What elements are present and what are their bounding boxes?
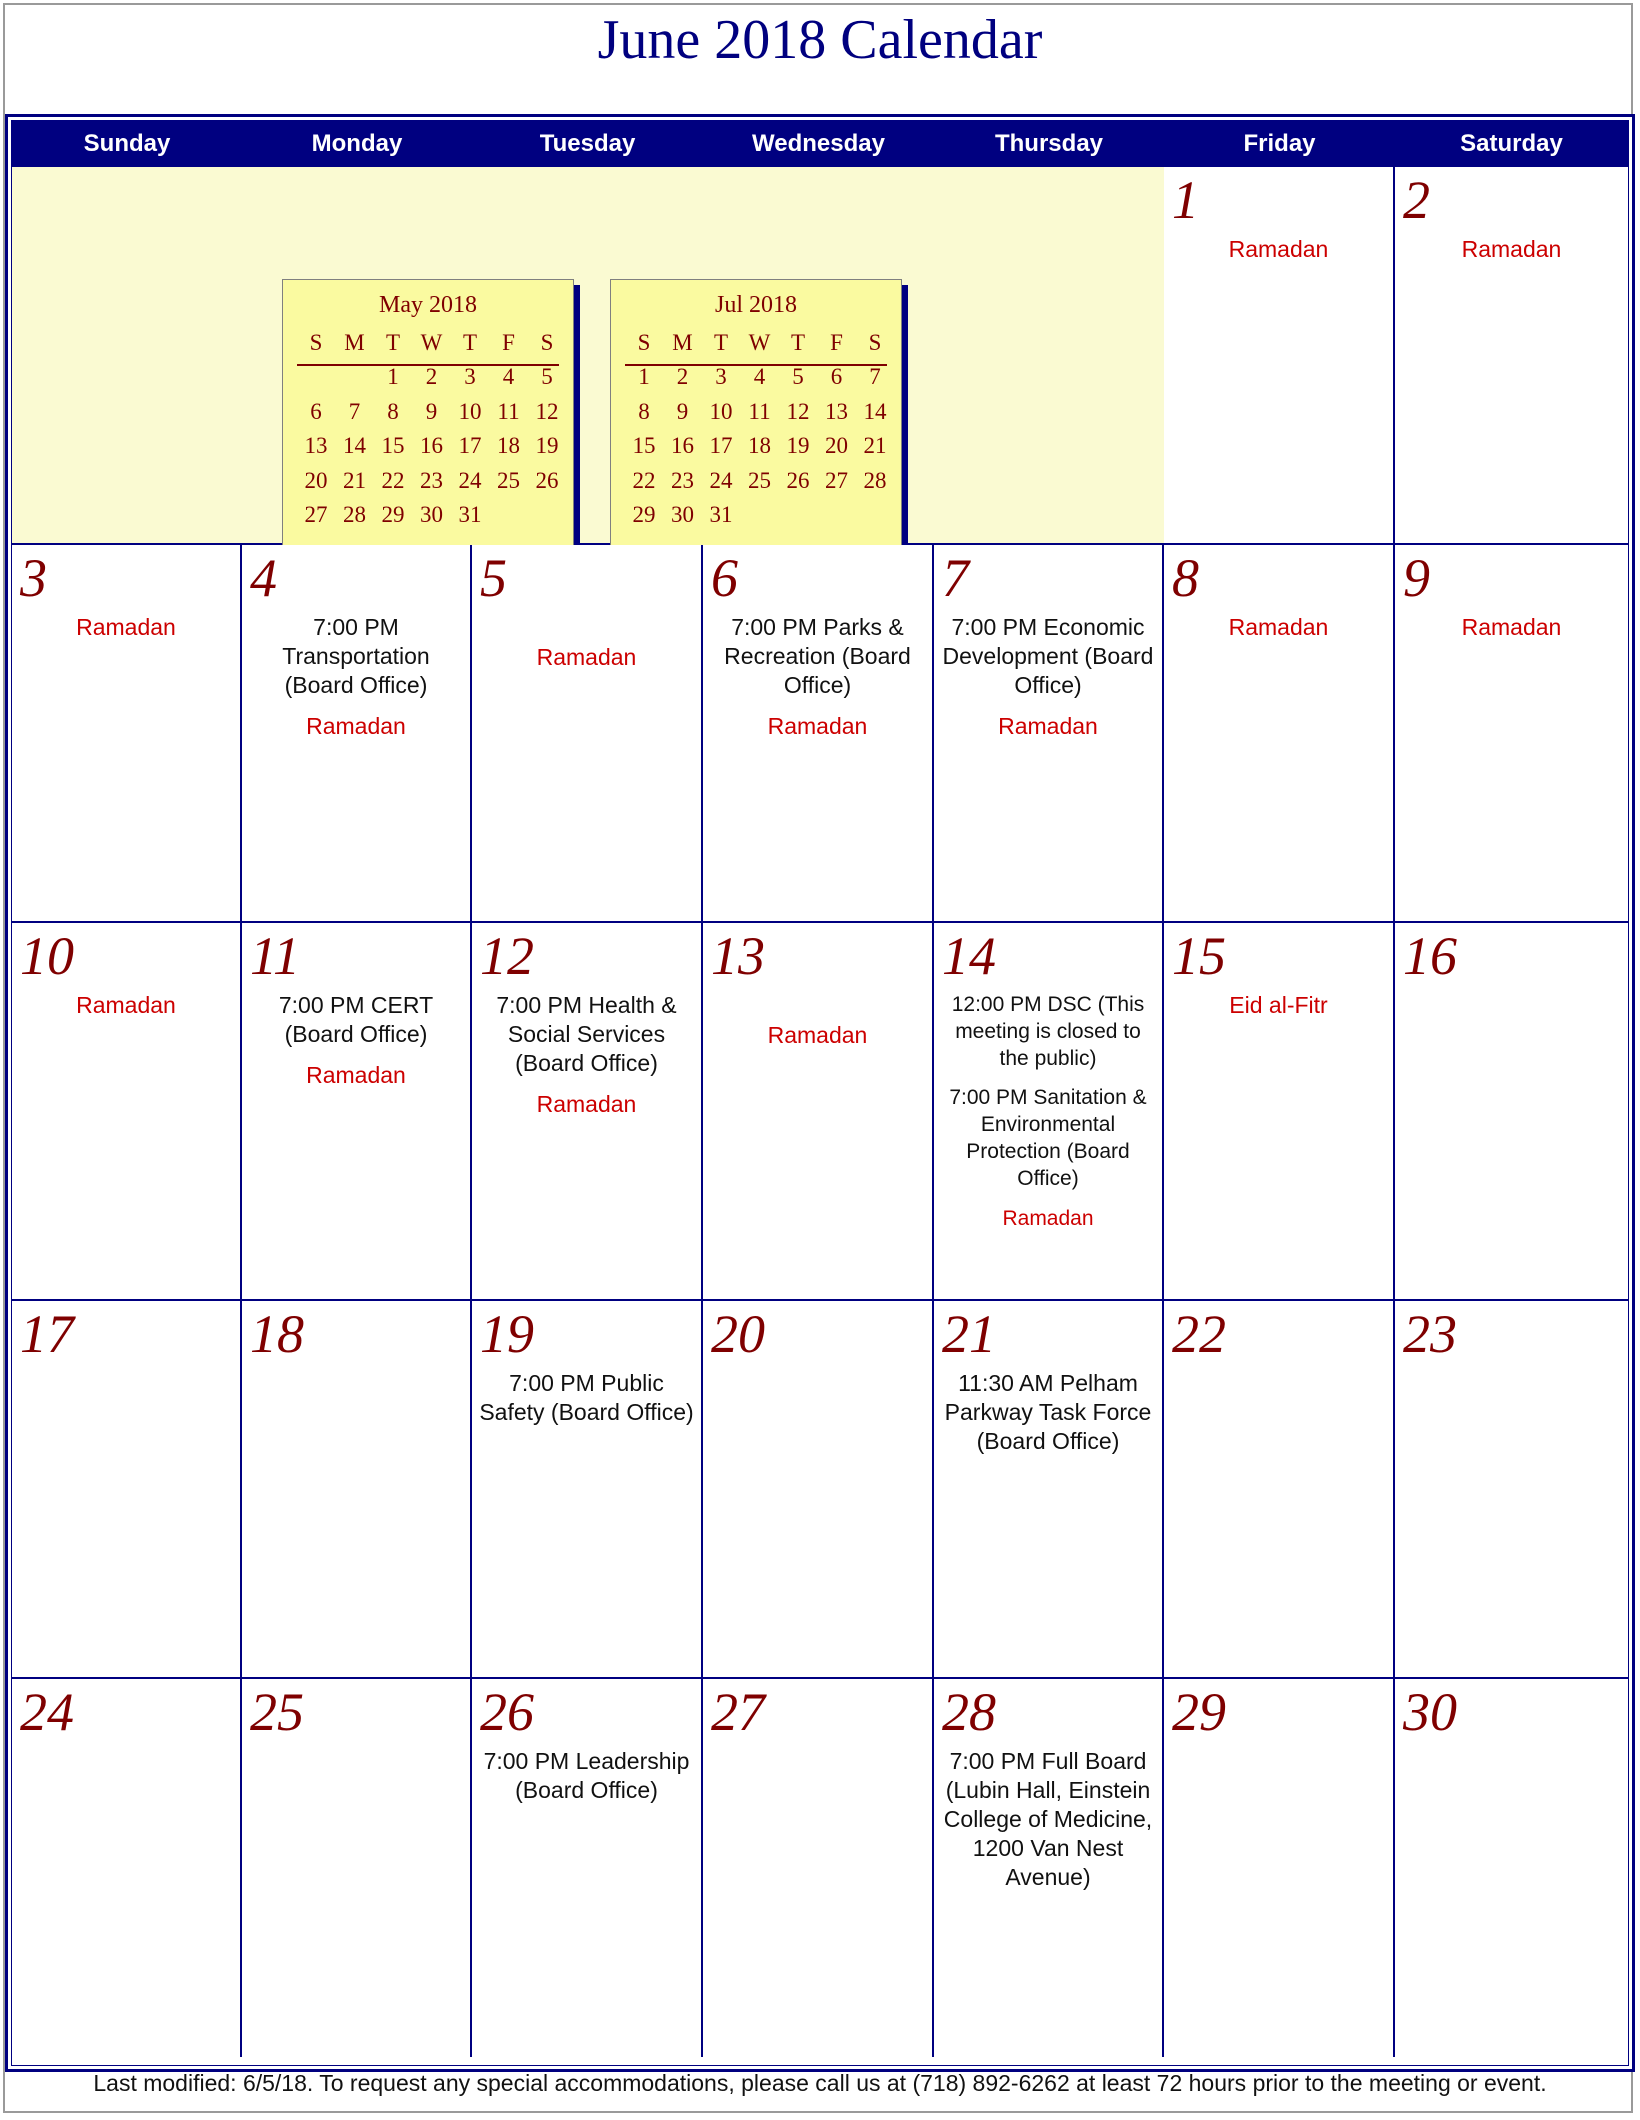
mini-calendar-date: 10: [709, 398, 733, 424]
day-entries: [1401, 613, 1622, 654]
weekday-sunday: Sunday: [83, 130, 171, 157]
day-cell-19[interactable]: [472, 1301, 703, 1679]
meeting-entry: 7:00 PM Public Safety (Board Office): [479, 1370, 694, 1425]
meeting-entry: 7:00 PM Sanitation & Environmental Protection (Board Office): [949, 1086, 1147, 1190]
day-cell-25[interactable]: [242, 1679, 472, 2057]
day-number: 29: [1172, 1682, 1226, 1742]
weekday-saturday: Saturday: [1460, 130, 1563, 157]
holiday-label: Ramadan: [306, 1062, 406, 1088]
mini-calendar-date: 14: [343, 433, 366, 458]
holiday-label: Eid al-Fitr: [1229, 992, 1328, 1018]
mini-calendar-date: 4: [753, 364, 766, 389]
holiday-label: Ramadan: [1461, 236, 1562, 262]
mini-calendar-date: 31: [458, 502, 482, 527]
mini-calendar-date: 27: [825, 467, 848, 493]
day-entries: [1170, 991, 1387, 1032]
day-entries: [478, 991, 695, 1131]
day-entries: [940, 613, 1156, 753]
day-cell-14[interactable]: [934, 923, 1164, 1301]
day-cell-28[interactable]: [934, 1679, 1164, 2057]
day-number: 3: [20, 548, 47, 608]
day-number: 10: [20, 926, 74, 986]
mini-calendar-date: 12: [535, 398, 559, 424]
day-number: 28: [942, 1682, 996, 1742]
meeting-entry: 7:00 PM Health & Social Services (Board Office): [496, 992, 677, 1076]
meeting-entry: 7:00 PM Leadership (Board Office): [483, 1748, 690, 1803]
holiday-label: Ramadan: [1002, 1207, 1094, 1230]
day-cell-5[interactable]: [472, 545, 703, 923]
meeting-entry: 11:30 AM Pelham Parkway Task Force (Board Office): [944, 1370, 1152, 1454]
day-entries: [709, 613, 926, 753]
day-entries: [478, 1747, 695, 1817]
day-entries: [1401, 235, 1622, 276]
mini-calendar-date: 2: [676, 364, 689, 389]
mini-calendar-date: 8: [387, 398, 399, 424]
mini-calendar-date: 13: [304, 433, 328, 458]
mini-calendar-date: 25: [497, 467, 520, 493]
day-cell-10[interactable]: [12, 923, 242, 1301]
day-number: 23: [1403, 1304, 1457, 1364]
mini-calendar-date: 7: [869, 364, 881, 389]
day-number: 5: [480, 548, 507, 608]
mini-calendar-weekday-row: [625, 330, 887, 360]
day-number: 19: [480, 1304, 534, 1364]
weekday-tuesday: Tuesday: [539, 130, 636, 157]
mini-calendar-date: 5: [541, 364, 553, 389]
mini-calendar-date: 16: [420, 433, 443, 458]
day-cell-2[interactable]: [1395, 167, 1628, 545]
page-title: June 2018 Calendar: [597, 9, 1043, 71]
mini-calendar-date: 30: [420, 502, 443, 527]
mini-calendar-date: 24: [458, 467, 482, 493]
day-entries: [18, 991, 234, 1032]
mini-calendar-date: 18: [497, 433, 520, 458]
mini-calendar-week: [625, 468, 887, 498]
mini-calendar-weekday: S: [868, 330, 882, 355]
holiday-label: Ramadan: [76, 614, 176, 640]
mini-calendar-date: 13: [825, 398, 848, 424]
mini-calendar-date: 20: [825, 433, 848, 458]
footer-note: Last modified: 6/5/18. To request any special accommodations, please call us at (718) 892-6262 at least 72 hours prior to the meeting or event.: [93, 2070, 1547, 2096]
holiday-label: Ramadan: [767, 713, 868, 739]
day-entries: [940, 991, 1156, 1245]
day-number: 15: [1172, 926, 1226, 986]
mini-calendar-date: 17: [709, 433, 733, 458]
mini-calendar-date: 18: [748, 433, 771, 458]
day-number: 24: [20, 1682, 74, 1742]
day-number: 6: [711, 548, 738, 608]
day-number: 26: [480, 1682, 534, 1742]
day-cell-1[interactable]: [1164, 167, 1395, 545]
mini-calendar-previous: [282, 279, 574, 579]
day-number: 11: [250, 926, 300, 986]
mini-calendar-week: [625, 364, 887, 394]
day-cell-22[interactable]: [1164, 1301, 1395, 1679]
mini-calendar-weekday: T: [385, 330, 401, 355]
day-number: 1: [1172, 170, 1199, 230]
mini-calendar-date: 1: [387, 364, 399, 389]
day-number: 21: [942, 1304, 996, 1364]
day-entries: [248, 613, 464, 753]
day-cell-8[interactable]: [1164, 545, 1395, 923]
day-cell-20[interactable]: [703, 1301, 934, 1679]
mini-calendar-date: 28: [343, 502, 366, 527]
day-cell-23[interactable]: [1395, 1301, 1628, 1679]
mini-calendar-date: 28: [863, 467, 887, 493]
mini-calendar-date: 3: [464, 364, 476, 389]
mini-calendar-date: 3: [715, 364, 727, 389]
holiday-label: Ramadan: [767, 1022, 868, 1048]
mini-calendar-week: [625, 399, 887, 429]
mini-calendar-weekday: S: [309, 330, 323, 355]
calendar-grid: [5, 114, 1635, 2072]
day-number: 7: [942, 548, 969, 608]
mini-calendar-date: 14: [863, 398, 887, 424]
mini-calendar-date: 22: [632, 467, 656, 493]
day-number: 27: [711, 1682, 765, 1742]
mini-calendar-date: 16: [671, 433, 694, 458]
day-number: 25: [250, 1682, 304, 1742]
holiday-label: Ramadan: [536, 644, 637, 670]
mini-calendar-title: May 2018: [379, 292, 477, 318]
holiday-label: Ramadan: [536, 1091, 637, 1117]
weekday-header: [12, 121, 1628, 167]
mini-calendar-week: [297, 502, 559, 532]
day-number: 4: [250, 548, 277, 608]
mini-calendar-week: [625, 502, 887, 532]
day-number: 8: [1172, 548, 1199, 608]
mini-calendar-weekday: F: [502, 330, 515, 355]
mini-calendar-weekday: T: [790, 330, 806, 355]
day-cell-18[interactable]: [242, 1301, 472, 1679]
day-number: 22: [1172, 1304, 1226, 1364]
day-entries: [940, 1747, 1156, 1904]
mini-calendar-date: 26: [786, 467, 810, 493]
day-number: 17: [20, 1304, 74, 1364]
mini-calendar-date: 29: [632, 502, 656, 527]
day-number: 9: [1403, 548, 1430, 608]
mini-calendar-date: 27: [304, 502, 328, 527]
day-cell-29[interactable]: [1164, 1679, 1395, 2057]
mini-calendar-week: [625, 433, 887, 463]
mini-calendar-date: 31: [709, 502, 733, 527]
day-cell-16[interactable]: [1395, 923, 1628, 1301]
mini-calendar-weekday: M: [672, 330, 693, 355]
mini-calendar-date: 8: [638, 398, 650, 424]
mini-calendar-date: 15: [632, 433, 656, 458]
day-cell-7[interactable]: [934, 545, 1164, 923]
day-cell-12[interactable]: [472, 923, 703, 1301]
mini-calendar-date: 21: [343, 467, 366, 493]
mini-calendar-weekday: S: [540, 330, 554, 355]
mini-calendar-week: [297, 468, 559, 498]
mini-calendar-date: 25: [748, 467, 771, 493]
mini-calendar-date: 26: [535, 467, 559, 493]
day-cell-6[interactable]: [703, 545, 934, 923]
weekday-thursday: Thursday: [994, 130, 1104, 157]
day-cell-11[interactable]: [242, 923, 472, 1301]
mini-calendar-date: 4: [502, 364, 515, 389]
day-entries: [18, 613, 234, 654]
weekday-friday: Friday: [1243, 130, 1316, 157]
mini-calendar-weekday: S: [637, 330, 651, 355]
mini-calendar-weekday: W: [748, 330, 771, 355]
day-cell-4[interactable]: [242, 545, 472, 923]
meeting-entry: 7:00 PM Transportation (Board Office): [282, 614, 430, 698]
mini-calendar-date: 19: [535, 433, 559, 458]
day-entries: [478, 1369, 695, 1439]
mini-calendar-weekday: F: [830, 330, 843, 355]
mini-calendar-date: 22: [381, 467, 405, 493]
meeting-entry: 7:00 PM Economic Development (Board Office): [942, 614, 1154, 698]
holiday-label: Ramadan: [1461, 614, 1562, 640]
day-number: 14: [942, 926, 996, 986]
day-cell-15[interactable]: [1164, 923, 1395, 1301]
mini-calendar-date: 24: [709, 467, 733, 493]
mini-calendar-week: [297, 399, 559, 429]
day-cell-13[interactable]: [703, 923, 934, 1301]
mini-calendar-date: 6: [310, 398, 322, 424]
mini-calendar-weekday: W: [420, 330, 443, 355]
day-entries: [709, 1021, 926, 1062]
mini-calendar-date: 11: [748, 398, 771, 424]
day-cell-27[interactable]: [703, 1679, 934, 2057]
mini-calendar-date: 23: [420, 467, 443, 493]
mini-calendar-date: 17: [458, 433, 482, 458]
mini-calendar-date: 29: [381, 502, 405, 527]
mini-calendar-date: 10: [458, 398, 482, 424]
day-number: 12: [480, 926, 534, 986]
day-number: 16: [1403, 926, 1457, 986]
holiday-label: Ramadan: [998, 713, 1098, 739]
day-number: 20: [711, 1304, 765, 1364]
mini-calendar-weekday-row: [297, 330, 559, 360]
holiday-label: Ramadan: [306, 713, 406, 739]
meeting-entry: 7:00 PM Parks & Recreation (Board Office): [724, 614, 911, 698]
day-entries: [940, 1369, 1156, 1468]
mini-calendar-date: 15: [381, 433, 405, 458]
mini-calendar-weekday: T: [462, 330, 478, 355]
weekday-wednesday: Wednesday: [752, 130, 885, 157]
calendar-body: [11, 120, 1629, 2066]
day-number: 18: [250, 1304, 304, 1364]
mini-calendar-date: 5: [792, 364, 804, 389]
mini-calendar-date: 7: [348, 398, 361, 424]
mini-calendar-date: 23: [671, 467, 694, 493]
meeting-entry: 12:00 PM DSC (This meeting is closed to the public): [951, 993, 1145, 1070]
day-entries: [478, 643, 695, 684]
meeting-entry: 7:00 PM CERT (Board Office): [278, 992, 434, 1047]
mini-calendar-weekday: M: [344, 330, 365, 355]
holiday-label: Ramadan: [1228, 236, 1329, 262]
mini-calendar-date: 21: [863, 433, 887, 458]
day-entries: [1170, 235, 1387, 276]
mini-calendar-date: 6: [830, 364, 843, 389]
mini-calendar-next: [610, 279, 902, 579]
mini-calendar-weekday: T: [713, 330, 729, 355]
day-cell-3[interactable]: [12, 545, 242, 923]
day-cell-17[interactable]: [12, 1301, 242, 1679]
meeting-entry: 7:00 PM Full Board (Lubin Hall, Einstein College of Medicine, 1200 Van Nest Avenue): [943, 1748, 1153, 1890]
holiday-label: Ramadan: [1228, 614, 1329, 640]
day-cell-30[interactable]: [1395, 1679, 1628, 2057]
weekday-monday: Monday: [311, 130, 403, 157]
mini-calendar-date: 9: [425, 398, 438, 424]
holiday-label: Ramadan: [76, 992, 176, 1018]
mini-calendar-date: 2: [425, 364, 438, 389]
day-cell-24[interactable]: [12, 1679, 242, 2057]
mini-calendar-date: 9: [676, 398, 689, 424]
leading-blank-area: [12, 167, 1168, 545]
mini-calendar-date: 30: [671, 502, 694, 527]
day-number: 30: [1403, 1682, 1457, 1742]
day-cell-21[interactable]: [934, 1301, 1164, 1679]
mini-calendar-week: [297, 433, 559, 463]
day-number: 2: [1403, 170, 1430, 230]
day-number: 13: [711, 926, 765, 986]
mini-calendar-title: Jul 2018: [714, 292, 797, 318]
day-entries: [1170, 613, 1387, 654]
mini-calendar-date: 19: [786, 433, 810, 458]
mini-calendar-date: 12: [786, 398, 810, 424]
day-entries: [248, 991, 464, 1102]
mini-calendar-date: 1: [638, 364, 650, 389]
mini-calendar-date: 20: [304, 467, 328, 493]
day-cell-9[interactable]: [1395, 545, 1628, 923]
day-cell-26[interactable]: [472, 1679, 703, 2057]
mini-calendar-date: 11: [497, 398, 520, 424]
mini-calendar-week: [297, 364, 559, 394]
